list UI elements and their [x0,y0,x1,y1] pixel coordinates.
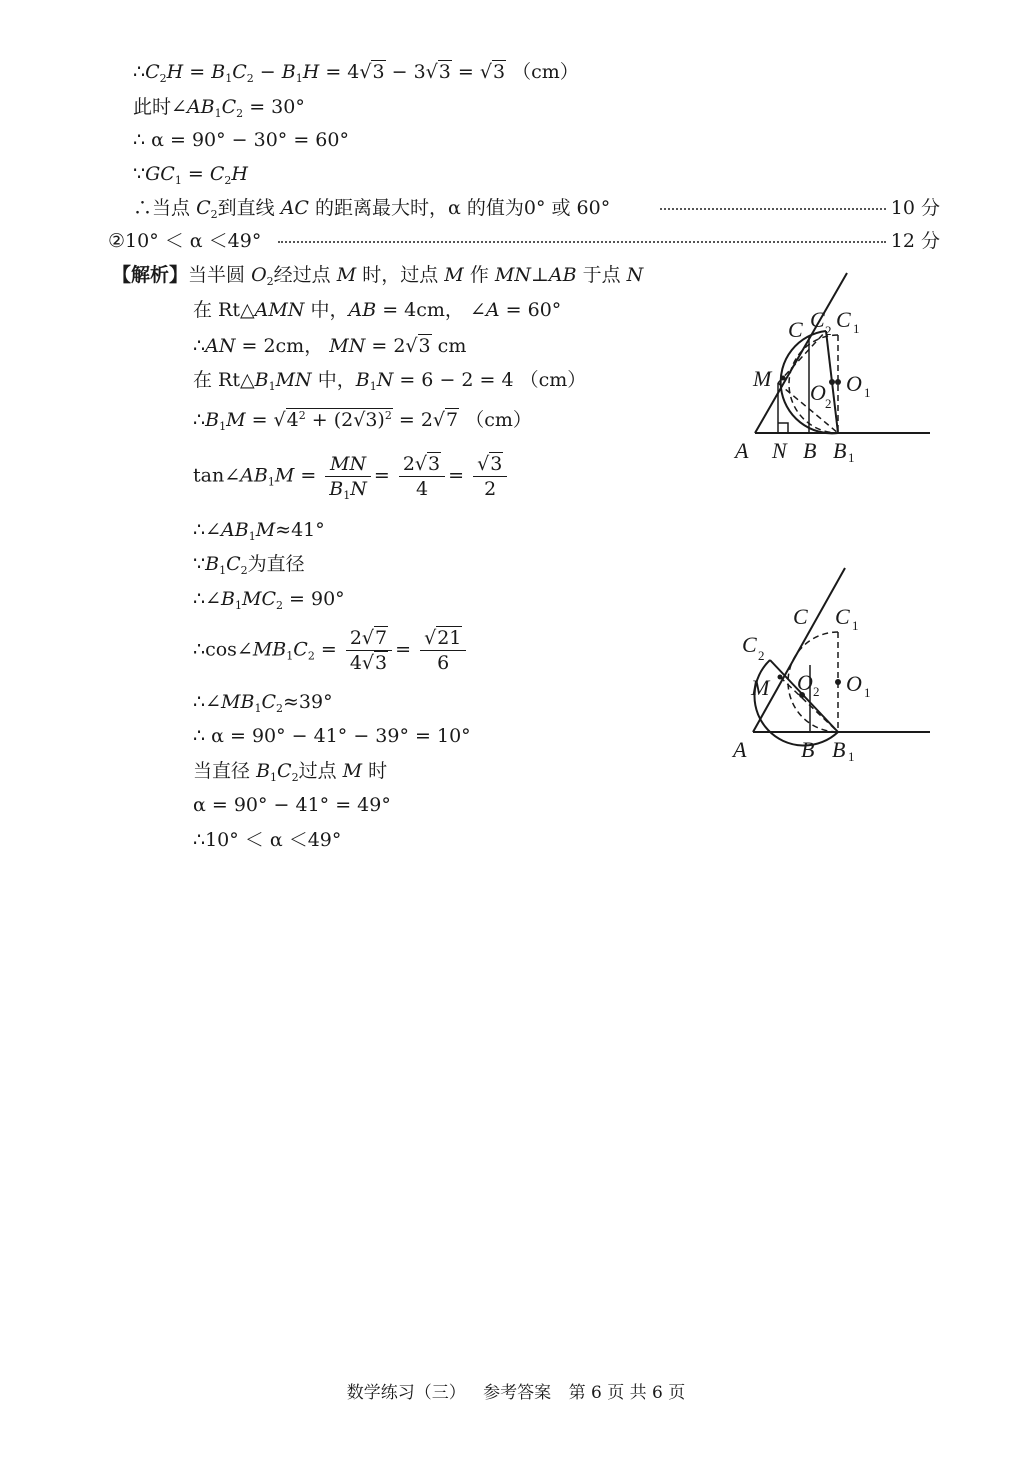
geometry-figure-2 [725,560,940,770]
label-m: M [753,366,772,391]
semicircle-dashed [788,632,838,732]
label-n: N [772,438,787,463]
analysis-alpha-10: ∴ α = 90° − 41° − 39° = 10° [193,725,471,747]
unit-cm: （cm） [512,61,579,83]
label-c2: C [742,632,757,657]
label-c1: C [836,307,851,332]
score-leader-1 [660,208,886,210]
footer-title: 数学练习（三） [346,1383,466,1403]
point-o1 [835,379,841,385]
analysis-case-2: 当直径 $B_1C_2$过点 M 时 [193,760,388,784]
page-footer [0,1378,1032,1403]
equation-c2h: $\therefore C_2H = B_1C_2 - B_1H = 4√3 - 3√3 = √3$ （cm） [133,61,579,85]
label-b: B [803,438,817,463]
label-o2: O [797,670,813,695]
label-o1: O [846,371,862,396]
label-c1: C [835,604,850,629]
analysis-line-4: 在 $Rt\triangle B_1MN$ 中，$B_1N = 6 - 2 = 4$ （cm） [193,369,587,393]
score-leader-2 [278,241,886,243]
label-b1: B [832,737,846,762]
alpha-equation: ∴ α = 90° − 30° = 60° [133,129,349,151]
point-o2 [829,379,835,385]
gc1-equation: $\because GC_1 = C_2H$ [133,163,248,187]
analysis-tan: $\tan\angle AB_1M$ = $\frac{MN}{B_1N}$ = $\frac{2√3}{4}$ = $\frac{√3}{2}$ [193,452,510,501]
svg-text:1: 1 [864,385,871,400]
label-b1: B [833,438,847,463]
analysis-right-angle: $\therefore\angle B_1MC_2 = 90^\circ$ [193,588,345,612]
svg-text:2: 2 [813,684,820,699]
point-m [781,376,786,381]
label-a: A [735,438,749,463]
conclusion-line: ∴当点 $C_2$到直线 AC 的距离最大时，α 的值为0° 或 60° [133,197,611,221]
label-a: A [733,737,747,762]
score-10: 10 分 [890,197,940,219]
geometry-figure-1 [725,265,940,470]
label-o2: O [810,380,826,405]
svg-text:2: 2 [758,648,765,663]
svg-text:1: 1 [848,450,855,465]
svg-text:1: 1 [864,685,871,700]
svg-text:2: 2 [825,396,832,411]
analysis-diameter: $\because B_1C_2$为直径 [193,553,305,577]
angle-statement: 此时$\angle AB_1C_2 = 30^\circ$ [133,96,305,120]
analysis-line-5: $\therefore B_1M = √4^2 + (2√3)^2 = 2√7$ （cm） [193,409,532,433]
label-c2: C [810,307,825,332]
svg-text:1: 1 [848,749,855,764]
analysis-angle-39: $\therefore\angle MB_1C_2\approx 39^\circ$ [193,691,333,715]
point-o1 [835,679,841,685]
label-c: C [788,317,803,342]
footer-page: 第 6 页 共 6 页 [568,1383,686,1403]
svg-text:1: 1 [853,321,860,336]
analysis-line-2: 在 Rt△AMN 中，AB = 4cm， ∠A = 60° [193,299,562,321]
analysis-intro: 【解析】当半圆 $O_2$经过点 M 时，过点 M 作 MN⊥AB 于点 N [112,264,644,288]
label-b: B [801,737,815,762]
right-angle-mark [778,423,788,433]
label-o1: O [846,671,862,696]
analysis-range: ∴10° ＜ α ＜49° [193,829,342,851]
footer-subtitle: 参考答案 [483,1383,552,1403]
analysis-tag: 【解析】 [112,264,189,286]
analysis-cos: $\therefore\cos\angle MB_1C_2$ = $\frac{2√7}{4√3}$ = $\frac{√21}{6}$ [193,626,469,675]
label-m: M [751,675,770,700]
point-m [778,675,783,680]
label-c: C [793,604,808,629]
svg-text:1: 1 [852,618,859,633]
analysis-angle-41: $\therefore\angle AB_1M\approx 41^\circ$ [193,519,325,543]
score-12: 12 分 [890,230,940,252]
analysis-line-3: ∴AN = 2cm， MN = 2√3 cm [193,335,467,357]
range-answer: ②10° ＜ α ＜49° [108,230,262,252]
svg-text:2: 2 [825,323,832,338]
analysis-alpha-49: α = 90° − 41° = 49° [193,794,391,816]
